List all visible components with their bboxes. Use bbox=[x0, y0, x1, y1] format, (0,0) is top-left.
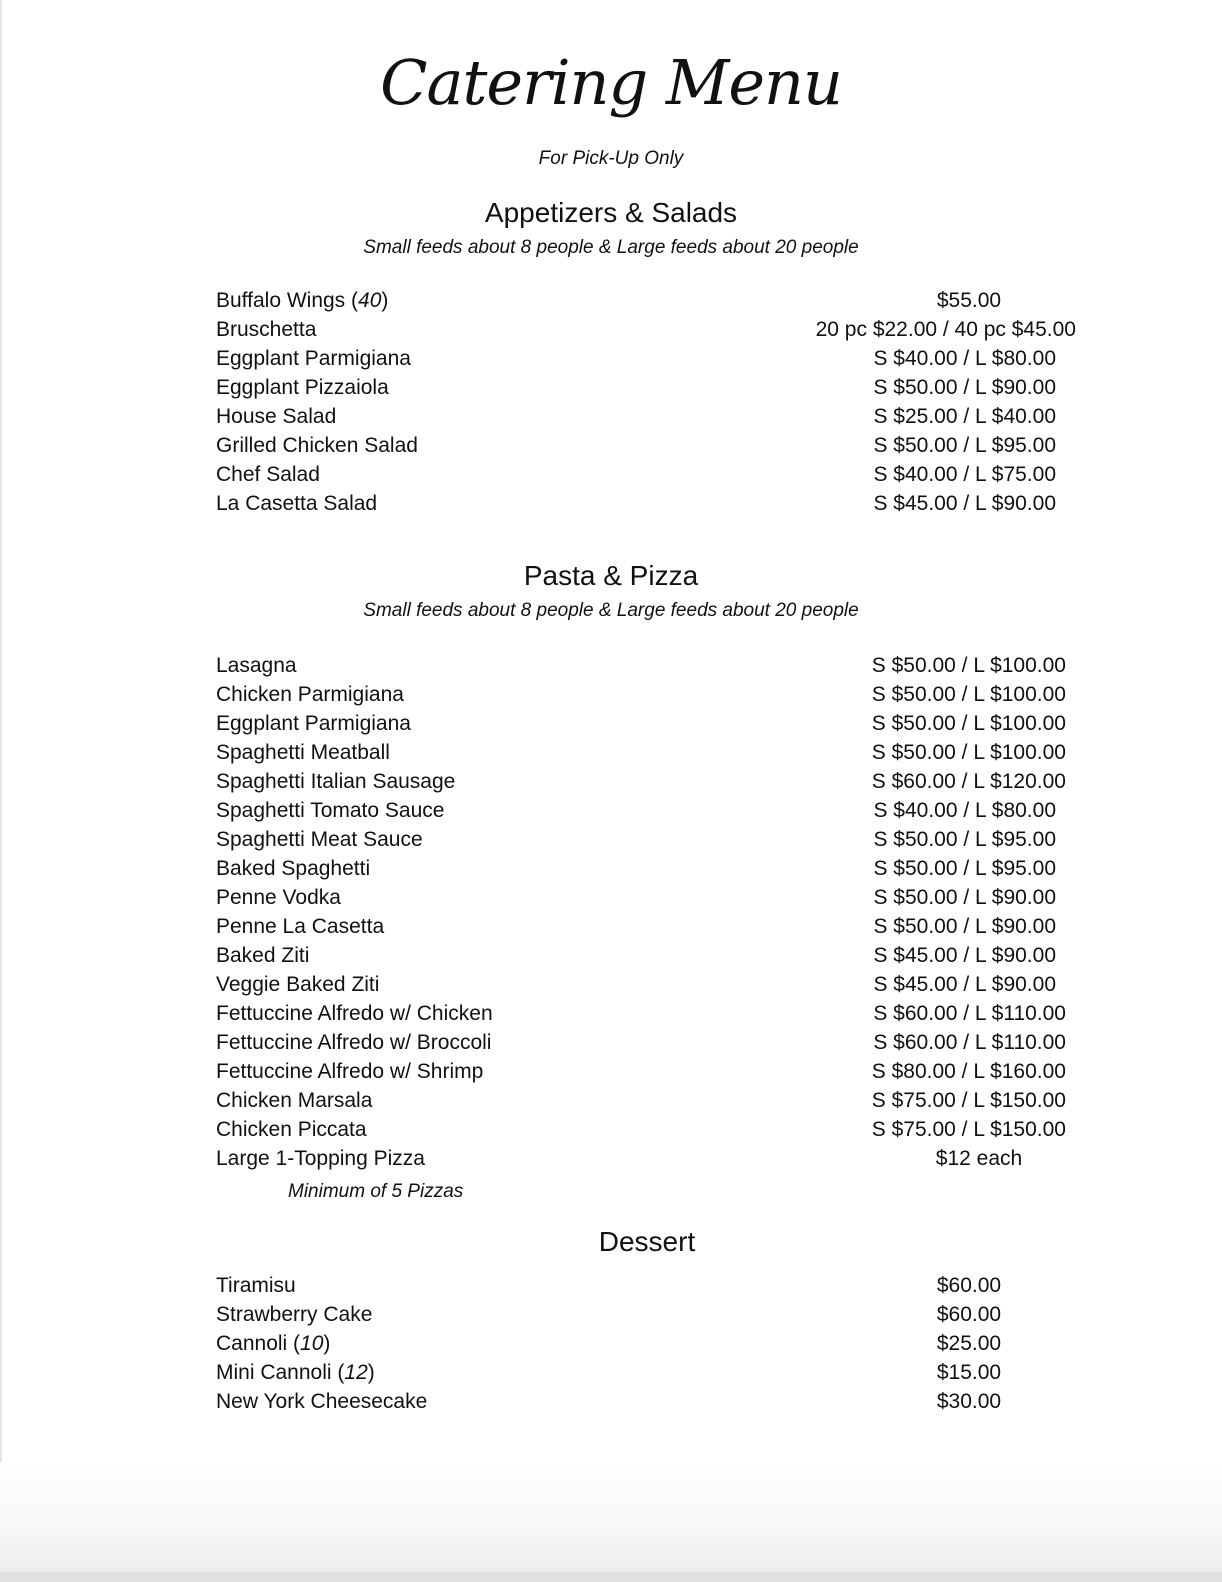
list-item bbox=[216, 796, 1096, 825]
item-name: Chicken Parmigiana bbox=[216, 683, 404, 706]
item-name: Tiramisu bbox=[216, 1274, 296, 1297]
item-price: S $50.00 / L $95.00 bbox=[873, 857, 1056, 880]
item-price: S $75.00 / L $150.00 bbox=[871, 1089, 1066, 1112]
list-item bbox=[216, 883, 1096, 912]
page-bottom-edge bbox=[0, 1572, 1222, 1582]
item-name: Chicken Piccata bbox=[216, 1118, 367, 1141]
item-price: S $50.00 / L $95.00 bbox=[873, 434, 1056, 457]
item-name: House Salad bbox=[216, 405, 337, 428]
list-item bbox=[216, 738, 1096, 767]
list-item bbox=[216, 1144, 1096, 1173]
section-title-appetizers: Appetizers & Salads bbox=[484, 197, 738, 228]
pizza-minimum-note: Minimum of 5 Pizzas bbox=[288, 1181, 464, 1202]
item-name: Fettuccine Alfredo w/ Shrimp bbox=[216, 1060, 484, 1083]
item-price: S $60.00 / L $110.00 bbox=[873, 1002, 1066, 1025]
item-price: S $50.00 / L $100.00 bbox=[871, 712, 1066, 735]
list-item bbox=[216, 1057, 1096, 1086]
item-name: Chicken Marsala bbox=[216, 1089, 373, 1112]
item-name: Eggplant Parmigiana bbox=[216, 347, 411, 370]
item-name: Fettuccine Alfredo w/ Broccoli bbox=[216, 1031, 492, 1054]
list-item bbox=[216, 912, 1096, 941]
item-name: Mini Cannoli (12) bbox=[216, 1361, 375, 1384]
list-item bbox=[216, 825, 1096, 854]
item-price: $60.00 bbox=[936, 1274, 1002, 1297]
pasta-list bbox=[216, 651, 1096, 1173]
list-item bbox=[216, 709, 1096, 738]
item-name: Cannoli (10) bbox=[216, 1332, 331, 1355]
item-name: Strawberry Cake bbox=[216, 1303, 373, 1326]
item-price: S $50.00 / L $100.00 bbox=[871, 741, 1066, 764]
list-item bbox=[216, 941, 1096, 970]
page-bottom-shadow bbox=[0, 1462, 1222, 1582]
item-name: Spaghetti Meat Sauce bbox=[216, 828, 423, 851]
list-item bbox=[216, 344, 1096, 373]
list-item bbox=[216, 460, 1096, 489]
item-price: S $40.00 / L $75.00 bbox=[873, 463, 1056, 486]
item-name: Baked Ziti bbox=[216, 944, 310, 967]
item-price: S $50.00 / L $100.00 bbox=[871, 654, 1066, 677]
menu-subtitle: For Pick-Up Only bbox=[538, 148, 684, 169]
item-name: Spaghetti Italian Sausage bbox=[216, 770, 456, 793]
item-price: $55.00 bbox=[936, 289, 1002, 312]
item-name: New York Cheesecake bbox=[216, 1390, 428, 1413]
list-item bbox=[216, 1329, 1096, 1358]
item-price: S $45.00 / L $90.00 bbox=[873, 944, 1056, 967]
list-item bbox=[216, 431, 1096, 460]
item-name: Penne La Casetta bbox=[216, 915, 385, 938]
item-name: Bruschetta bbox=[216, 318, 317, 341]
item-price: S $40.00 / L $80.00 bbox=[873, 799, 1056, 822]
item-price: S $25.00 / L $40.00 bbox=[873, 405, 1056, 428]
appetizers-list bbox=[216, 286, 1096, 518]
list-item bbox=[216, 402, 1096, 431]
item-name: Lasagna bbox=[216, 654, 297, 677]
item-name: Fettuccine Alfredo w/ Chicken bbox=[216, 1002, 493, 1025]
list-item bbox=[216, 1300, 1096, 1329]
section-note-appetizers: Small feeds about 8 people & Large feeds about 20 people bbox=[363, 237, 859, 258]
list-item bbox=[216, 999, 1096, 1028]
item-name: Spaghetti Tomato Sauce bbox=[216, 799, 445, 822]
item-price: $15.00 bbox=[936, 1361, 1002, 1384]
list-item bbox=[216, 1271, 1096, 1300]
item-name: Penne Vodka bbox=[216, 886, 341, 909]
item-price: $25.00 bbox=[936, 1332, 1002, 1355]
list-item bbox=[216, 767, 1096, 796]
item-price: S $50.00 / L $95.00 bbox=[873, 828, 1056, 851]
section-title-dessert: Dessert bbox=[598, 1226, 696, 1257]
item-name: Spaghetti Meatball bbox=[216, 741, 390, 764]
item-price: S $50.00 / L $90.00 bbox=[873, 915, 1056, 938]
item-name: Large 1-Topping Pizza bbox=[216, 1147, 425, 1170]
item-price: S $50.00 / L $90.00 bbox=[873, 886, 1056, 909]
item-name: Veggie Baked Ziti bbox=[216, 973, 380, 996]
item-price: S $75.00 / L $150.00 bbox=[871, 1118, 1066, 1141]
item-price: S $40.00 / L $80.00 bbox=[873, 347, 1056, 370]
item-price: 20 pc $22.00 / 40 pc $45.00 bbox=[815, 318, 1076, 341]
item-price: $60.00 bbox=[936, 1303, 1002, 1326]
list-item bbox=[216, 1387, 1096, 1416]
item-price: S $60.00 / L $110.00 bbox=[873, 1031, 1066, 1054]
item-price: S $50.00 / L $100.00 bbox=[871, 683, 1066, 706]
item-name: Chef Salad bbox=[216, 463, 320, 486]
list-item bbox=[216, 1115, 1096, 1144]
item-name: Grilled Chicken Salad bbox=[216, 434, 418, 457]
list-item bbox=[216, 315, 1096, 344]
list-item bbox=[216, 1086, 1096, 1115]
list-item bbox=[216, 489, 1096, 518]
item-price: S $60.00 / L $120.00 bbox=[871, 770, 1066, 793]
item-price: S $50.00 / L $90.00 bbox=[873, 376, 1056, 399]
list-item bbox=[216, 970, 1096, 999]
list-item bbox=[216, 854, 1096, 883]
item-name: Eggplant Parmigiana bbox=[216, 712, 411, 735]
item-price: $12 each bbox=[935, 1147, 1023, 1170]
item-name: Eggplant Pizzaiola bbox=[216, 376, 389, 399]
dessert-list bbox=[216, 1271, 1096, 1416]
list-item bbox=[216, 651, 1096, 680]
item-price: S $80.00 / L $160.00 bbox=[871, 1060, 1066, 1083]
item-name: La Casetta Salad bbox=[216, 492, 378, 515]
item-name: Buffalo Wings (40) bbox=[216, 289, 389, 312]
section-title-pasta: Pasta & Pizza bbox=[523, 560, 699, 591]
list-item bbox=[216, 373, 1096, 402]
menu-title: Catering Menu bbox=[380, 46, 842, 119]
list-item bbox=[216, 1028, 1096, 1057]
item-price: S $45.00 / L $90.00 bbox=[873, 973, 1056, 996]
section-note-pasta: Small feeds about 8 people & Large feeds about 20 people bbox=[363, 600, 859, 621]
item-price: $30.00 bbox=[936, 1390, 1002, 1413]
list-item bbox=[216, 1358, 1096, 1387]
item-name: Baked Spaghetti bbox=[216, 857, 371, 880]
list-item bbox=[216, 680, 1096, 709]
list-item bbox=[216, 286, 1096, 315]
item-price: S $45.00 / L $90.00 bbox=[873, 492, 1056, 515]
